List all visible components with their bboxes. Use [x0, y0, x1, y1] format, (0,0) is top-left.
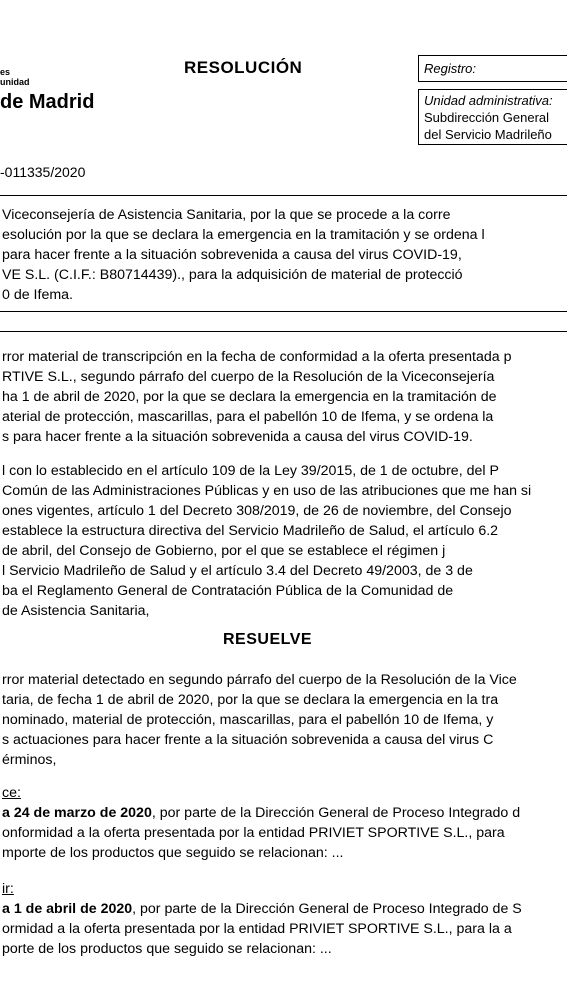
paragraph-line: ones vigentes, artículo 1 del Decreto 308/2019, de 26 de noviembre, del Consejo — [2, 503, 512, 519]
registro-box — [418, 55, 567, 82]
dice-block — [2, 783, 520, 863]
dice-line-2: onformidad a la oferta presentada por la entidad PRIVIET SPORTIVE S.L., para — [2, 825, 505, 841]
decir-line-1 — [2, 899, 522, 919]
subject-line: para hacer frente a la situación sobrevenida a causa del virus COVID-19, — [2, 247, 462, 263]
paragraph-line: RTIVE S.L., segundo párrafo del cuerpo de la Resolución de la Viceconsejería — [2, 369, 495, 385]
paragraph-line: l Servicio Madrileño de Salud y el artículo 3.4 del Decreto 49/2003, de 3 de — [2, 563, 473, 579]
subject-bottom-rule — [0, 311, 567, 312]
paragraph-line: nominado, material de protección, mascarillas, para el pabellón 10 de Ifema, y — [2, 712, 494, 728]
subject-line: esolución por la que se declara la emergencia en la tramitación y se ordena l — [2, 227, 485, 243]
decir-line-3: porte de los productos que seguido se relacionan: ... — [2, 941, 332, 957]
subject-line: Viceconsejería de Asistencia Sanitaria, por la que se procede a la corre — [2, 207, 451, 223]
decir-line-2: ormidad a la oferta presentada por la entidad PRIVIET SPORTIVE S.L., para la a — [2, 921, 512, 937]
paragraph-line: ha 1 de abril de 2020, por la que se declara la emergencia en la tramitación de — [2, 389, 497, 405]
subject-line: 0 de Ifema. — [2, 287, 73, 303]
paragraph-line: ba el Reglamento General de Contratación Pública de la Comunidad de — [2, 583, 454, 599]
paragraph-line: s para hacer frente a la situación sobrevenida a causa del virus COVID-19. — [2, 429, 473, 445]
paragraph-line: taria, de fecha 1 de abril de 2020, por la que se declara la emergencia en la tra — [2, 692, 499, 708]
decir-line-1-text: , por parte de la Dirección General de Proceso Integrado de S — [132, 901, 522, 917]
paragraph-line: de abril, del Consejo de Gobierno, por el que se establece el régimen j — [2, 543, 446, 559]
subject-top-rule — [0, 195, 567, 196]
paragraph-line: l con lo establecido en el artículo 109 de la Ley 39/2015, de 1 de octubre, del P — [2, 463, 499, 479]
unidad-label: Unidad administrativa: — [424, 93, 553, 108]
paragraph-line: establece la estructura directiva del Servicio Madrileño de Salud, el artículo 6.2 — [2, 523, 499, 539]
resuelve-heading: RESUELVE — [223, 631, 313, 648]
paragraph-line: rror material detectado en segundo párrafo del cuerpo de la Resolución de la Vice — [2, 672, 517, 688]
decir-date: a 1 de abril de 2020 — [2, 901, 133, 917]
unidad-box — [418, 89, 567, 145]
paragraph-3 — [2, 670, 517, 770]
paragraph-line: aterial de protección, mascarillas, para el pabellón 10 de Ifema, y se ordena la — [2, 409, 494, 425]
paragraph-line: s actuaciones para hacer frente a la situación sobrevenida a causa del virus C — [2, 732, 494, 748]
logo-line-1: es — [0, 67, 11, 77]
reference-number: -011335/2020 — [0, 164, 86, 180]
dice-line-1 — [2, 803, 520, 823]
body-top-rule — [0, 331, 567, 332]
subject-paragraph — [2, 205, 485, 305]
dice-line-3: mporte de los productos que seguido se relacionan: ... — [2, 845, 344, 861]
logo-line-2: unidad — [0, 77, 30, 87]
subject-line: VE S.L. (C.I.F.: B80714439)., para la adquisición de material de protecció — [2, 267, 463, 283]
dice-date: a 24 de marzo de 2020 — [2, 805, 152, 821]
dice-line-1-text: , por parte de la Dirección General de Proceso Integrado d — [151, 805, 521, 821]
decir-block — [2, 879, 522, 959]
unidad-line-2: del Servicio Madrileño — [424, 127, 552, 142]
logo-title: de Madrid — [0, 91, 95, 113]
paragraph-line: de Asistencia Sanitaria, — [2, 603, 150, 619]
paragraph-line: Común de las Administraciones Públicas y en uso de las atribuciones que me han si — [2, 483, 532, 499]
registro-label: Registro: — [424, 61, 477, 76]
paragraph-2 — [2, 461, 531, 621]
dice-label: ce: — [2, 785, 21, 801]
paragraph-1 — [2, 347, 511, 447]
paragraph-line: rror material de transcripción en la fecha de conformidad a la oferta presentada p — [2, 349, 512, 365]
decir-label: ir: — [2, 881, 14, 897]
paragraph-line: érminos, — [2, 752, 57, 768]
document-title: RESOLUCIÓN — [184, 58, 303, 77]
unidad-line-1: Subdirección General — [424, 110, 550, 125]
